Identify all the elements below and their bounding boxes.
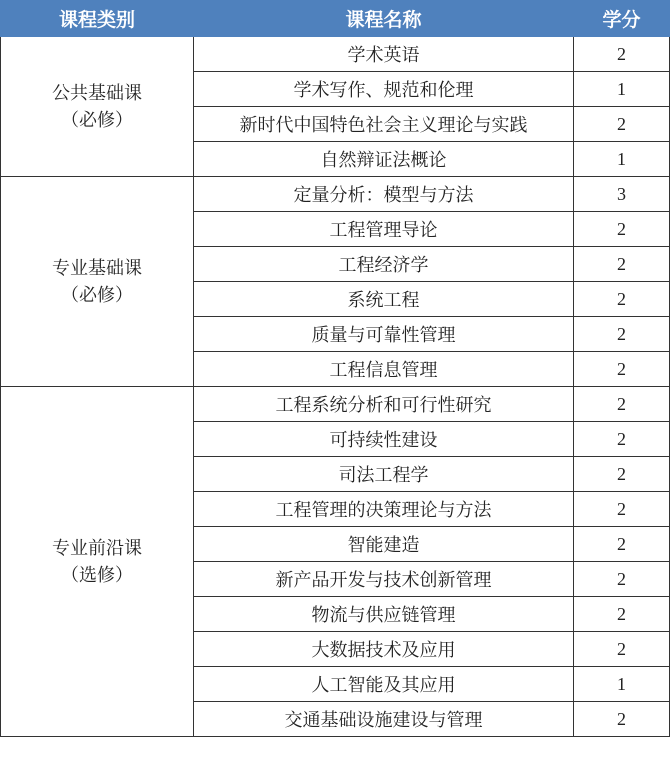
credit-cell: 2	[574, 352, 670, 387]
credit-cell: 2	[574, 492, 670, 527]
course-name-cell: 交通基础设施建设与管理	[194, 702, 574, 737]
course-name-cell: 工程信息管理	[194, 352, 574, 387]
credit-cell: 2	[574, 282, 670, 317]
course-name-cell: 工程系统分析和可行性研究	[194, 387, 574, 422]
course-name-cell: 可持续性建设	[194, 422, 574, 457]
category-type: （必修）	[61, 284, 133, 306]
credit-cell: 2	[574, 457, 670, 492]
course-name-cell: 工程经济学	[194, 247, 574, 282]
credit-cell: 2	[574, 422, 670, 457]
category-type: （必修）	[61, 109, 133, 131]
table-row	[1, 177, 670, 212]
credit-cell: 1	[574, 72, 670, 107]
credit-cell: 2	[574, 317, 670, 352]
credit-cell: 2	[574, 107, 670, 142]
credit-cell: 2	[574, 37, 670, 72]
course-name-cell: 系统工程	[194, 282, 574, 317]
credit-cell: 1	[574, 142, 670, 177]
table-row	[1, 37, 670, 72]
course-name-cell: 定量分析：模型与方法	[194, 177, 574, 212]
category-cell	[1, 37, 194, 177]
header-category: 课程类别	[1, 1, 194, 37]
credit-cell: 2	[574, 562, 670, 597]
course-name-cell: 工程管理的决策理论与方法	[194, 492, 574, 527]
course-name-cell: 大数据技术及应用	[194, 632, 574, 667]
header-credit: 学分	[574, 1, 670, 37]
credit-cell: 2	[574, 247, 670, 282]
category-cell	[1, 177, 194, 387]
course-name-cell: 人工智能及其应用	[194, 667, 574, 702]
header-row	[1, 1, 670, 37]
course-name-cell: 工程管理导论	[194, 212, 574, 247]
category-type: （选修）	[61, 564, 133, 586]
credit-cell: 2	[574, 527, 670, 562]
credit-cell: 2	[574, 387, 670, 422]
credit-cell: 1	[574, 667, 670, 702]
category-name: 公共基础课	[52, 82, 142, 104]
course-name-cell: 新产品开发与技术创新管理	[194, 562, 574, 597]
header-course-name: 课程名称	[194, 1, 574, 37]
course-name-cell: 自然辩证法概论	[194, 142, 574, 177]
category-name: 专业基础课	[52, 257, 142, 279]
credit-cell: 2	[574, 212, 670, 247]
course-name-cell: 智能建造	[194, 527, 574, 562]
credit-cell: 3	[574, 177, 670, 212]
course-name-cell: 物流与供应链管理	[194, 597, 574, 632]
credit-cell: 2	[574, 702, 670, 737]
course-name-cell: 学术英语	[194, 37, 574, 72]
table-row	[1, 387, 670, 422]
credit-cell: 2	[574, 632, 670, 667]
course-name-cell: 新时代中国特色社会主义理论与实践	[194, 107, 574, 142]
course-name-cell: 质量与可靠性管理	[194, 317, 574, 352]
course-name-cell: 司法工程学	[194, 457, 574, 492]
course-name-cell: 学术写作、规范和伦理	[194, 72, 574, 107]
credit-cell: 2	[574, 597, 670, 632]
category-cell	[1, 387, 194, 737]
category-name: 专业前沿课	[52, 537, 142, 559]
table-body	[1, 37, 670, 737]
